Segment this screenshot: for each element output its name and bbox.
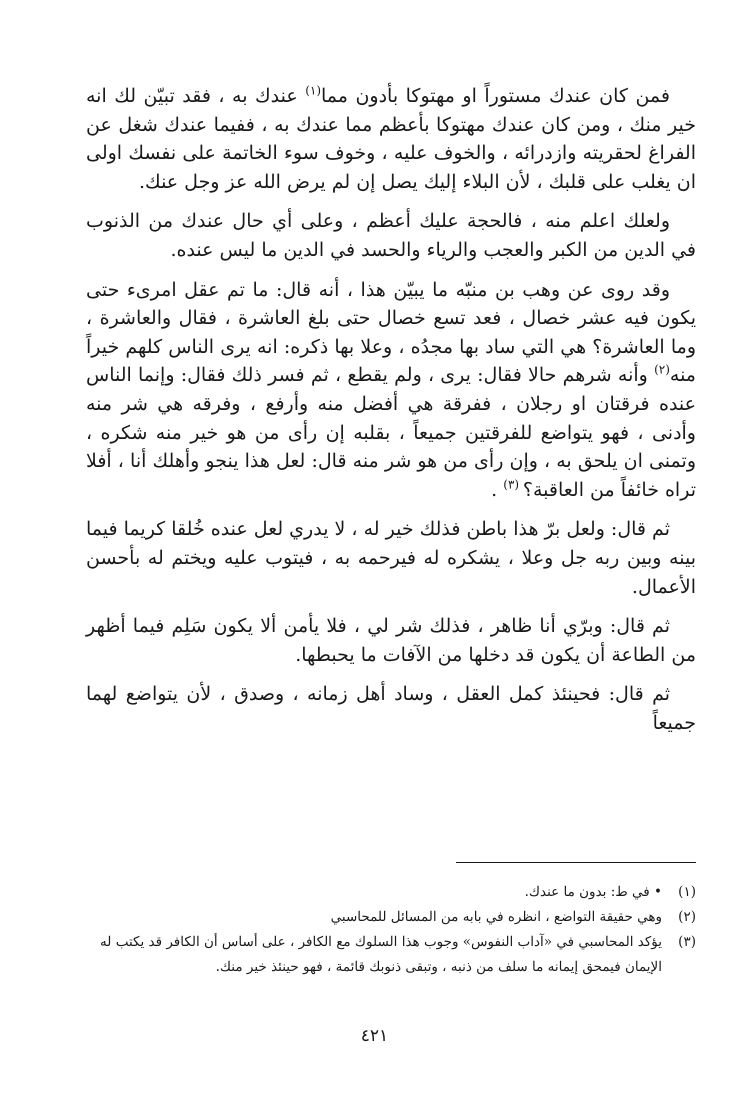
footnote-separator: [456, 862, 696, 863]
footnote-1: [86, 880, 696, 905]
text-span: ولعلك اعلم منه ، فالحجة عليك أعظم ، وعلى أي حال عندك من الذنوب في الدين من الكبر والعجب والرياء والحسد في الدين ما ليس عنده.: [86, 210, 696, 261]
footnote-number: (٢): [678, 909, 696, 925]
footnote-ref-3: (٣): [503, 477, 523, 492]
text-span: ثم قال: وبرّي أنا ظاهر ، فذلك شر لي ، فلا يأمن ألا يكون سَلِم فيما أظهر من الطاعة أن يكون قد دخلها من الآفات ما يحبطها.: [86, 615, 696, 666]
footnote-number: (١): [678, 884, 696, 900]
paragraph-6: [86, 680, 696, 737]
paragraph-1: [86, 82, 696, 196]
paragraph-2: [86, 207, 696, 264]
text-span: وأنه شرهم حالا فقال: يرى ، ولم يقطع ، ثم فسر ذلك فقال: وإنما الناس عنده فرقتان او رجلان ، ففرقة هي أفضل منه وأرفع ، وفرقه هي شر منه وأدنى ، فهو يتواضع للفرقتين جميعاً ، بقلبه إن رأى من هو خير منه شكره ، وتمنى ان يلحق به ، وإن رأى من هو شر منه قال: لعل هذا ينجو وأهلك أنا ، أفلا تراه خائفاً من العاقبة؟: [86, 364, 696, 501]
footnote-2: [86, 905, 696, 930]
text-span: ثم قال: فحينئذ كمل العقل ، وساد أهل زمانه ، وصدق ، لأن يتواضع لهما جميعاً: [86, 683, 696, 734]
footnote-ref-2: (٢): [654, 363, 670, 378]
footnote-ref-1: (١): [305, 83, 322, 98]
paragraph-5: [86, 612, 696, 669]
footnote-text: يؤكد المحاسبي في «آداب النفوس» وجوب هذا السلوك مع الكافر ، على أساس أن الكافر قد يكتب له الإيمان فيمحق إيمانه ما سلف من ذنبه ، وتبقى ذنوبك قائمة ، فهو حينئذ خير منك.: [100, 934, 662, 975]
footnote-text: وهي حقيقة التواضع ، انظره في بابه من المسائل للمحاسبي: [330, 909, 662, 925]
footnote-text: • في ط: بدون ما عندك.: [524, 884, 662, 900]
text-span: وقد روى عن وهب بن منبّه ما يبيّن هذا ، أنه قال: ما تم عقل امرىء حتى يكون فيه عشر خصال ، فعد تسع خصال حتى بلغ العاشرة ، فقال والعاشرة ، وما العاشرة؟ هي التي ساد بها مجدُه ، وعلا بها ذكره: انه يرى الناس كلهم خيراً منه: [86, 278, 696, 387]
text-span: عندك به ، فقد تبيّن لك انه خير منك ، ومن كان عندك مهتوكا بأعظم مما عندك به ، ففيما عندك شغل عن الفراغ لحقريته وازدرائه ، والخوف عليه ، وخوف سوء الخاتمة على نفسك اولى ان يغلب على قلبك ، لأن البلاء إليك يصل إن لم يرض الله عز وجل عنك.: [86, 85, 696, 193]
text-span: ثم قال: ولعل برّ هذا باطن فذلك خير له ، لا يدري لعل عنده خُلقا كريما فيما بينه وبين ربه جل وعلا ، يشكره له فيرحمه به ، فيتوب عليه ويختم له بأحسن الأعمال.: [86, 518, 696, 598]
footnotes: [86, 880, 696, 980]
page-number: ٤٢١: [360, 1026, 389, 1046]
paragraph-3: [86, 276, 696, 505]
footnote-number: (٣): [678, 934, 696, 950]
text-span: فمن كان عندك مستوراً او مهتوكا بأدون مما: [321, 85, 670, 107]
text-span: .: [491, 478, 504, 501]
footnote-3: [86, 930, 696, 980]
paragraph-4: [86, 515, 696, 601]
main-text: [86, 82, 696, 748]
